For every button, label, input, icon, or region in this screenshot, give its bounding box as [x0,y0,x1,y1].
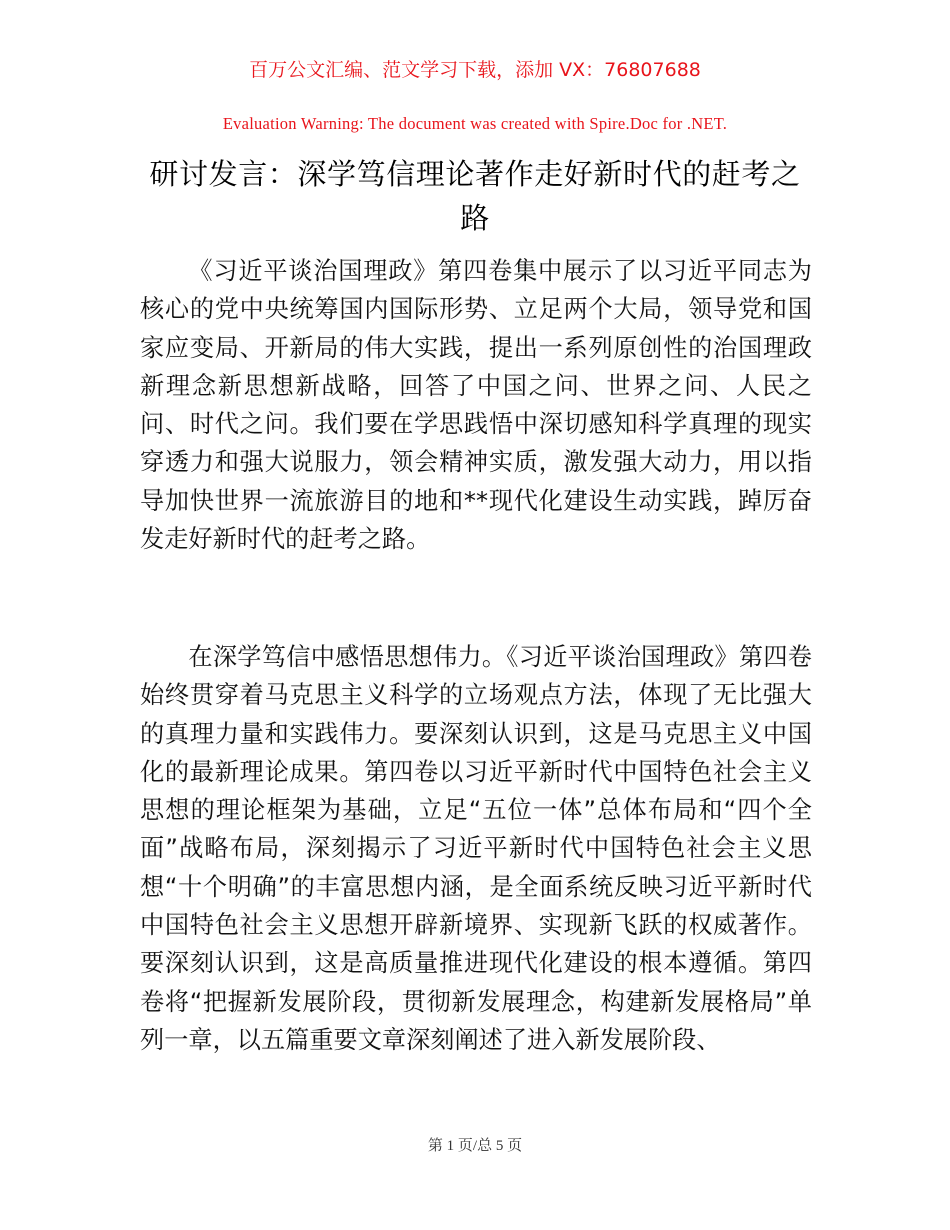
paragraph-text: 在深学笃信中感悟思想伟力。《习近平谈治国理政》第四卷始终贯穿着马克思主义科学的立场观点方法，体现了无比强大的真理力量和实践伟力。要深刻认识到，这是马克思主义中国化的最新理论成果。第四卷以习近平新时代中国特色社会主义思想的理论框架为基础，立足“五位一体”总体布局和“四个全面”战略布局，深刻揭示了习近平新时代中国特色社会主义思想“十个明确”的丰富思想内涵，是全面系统反映习近平新时代中国特色社会主义思想开辟新境界、实现新飞跃的权威著作。要深刻认识到，这是高质量推进现代化建设的根本遵循。第四卷将“把握新发展阶段，贯彻新发展理念，构建新发展格局”单列一章，以五篇重要文章深刻阐述了进入新发展阶段、 [140,643,812,1054]
page-indicator: 第 1 页/总 5 页 [427,1138,523,1154]
evaluation-warning: Evaluation Warning: The document was created with Spire.Doc for .NET. [222,114,728,133]
document-title: 研讨发言：深学笃信理论著作走好新时代的赶考之路 [149,157,801,235]
promo-banner: 百万公文汇编、范文学习下载，添加 VX：76807688 [249,59,701,81]
document-body-paragraph-2 [140,638,812,1059]
paragraph-text: 《习近平谈治国理政》第四卷集中展示了以习近平同志为核心的党中央统筹国内国际形势、立足两个大局，领导党和国家应变局、开新局的伟大实践，提出一系列原创性的治国理政新理念新思想新战略，回答了中国之问、世界之问、人民之问、时代之问。我们要在学思践悟中深切感知科学真理的现实穿透力和强大说服力，领会精神实质，激发强大动力，用以指导加快世界一流旅游目的地和**现代化建设生动实践，踔厉奋发走好新时代的赶考之路。 [140,257,812,554]
document-body-paragraph-1 [140,252,812,558]
